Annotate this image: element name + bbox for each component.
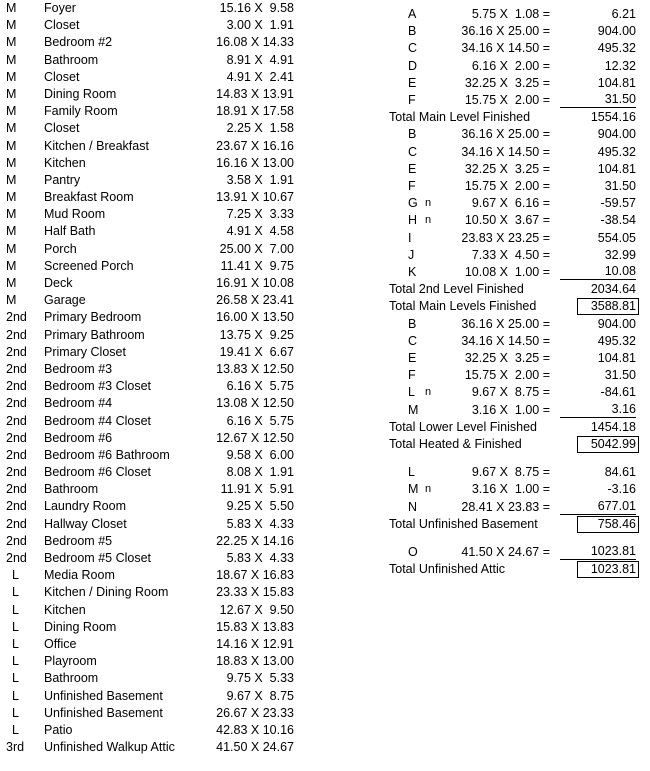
room-dimensions: 13.75 X 9.25 [219, 327, 294, 342]
total-label: Total Unfinished Basement [389, 516, 538, 531]
calc-row [0, 264, 650, 281]
total-row [0, 298, 650, 315]
room-name: Family Room [44, 104, 118, 119]
total-amount: 5042.99 [577, 436, 639, 453]
room-level: M [6, 258, 17, 273]
room-dimensions: 12.67 X 9.50 [219, 602, 294, 617]
room-level: 2nd [6, 379, 27, 394]
calc-amount: -84.61 [600, 385, 636, 400]
calc-row [0, 92, 650, 109]
room-level: M [6, 172, 17, 187]
calc-code: C [408, 144, 418, 159]
room-level: L [12, 568, 19, 583]
room-name: Kitchen / Breakfast [44, 138, 149, 153]
room-level: 3rd [6, 740, 25, 755]
calc-dimensions: 3.16 X 1.00 = [471, 482, 550, 497]
calc-amount: 904.00 [597, 127, 636, 142]
calc-row [0, 384, 650, 401]
calc-amount: 495.32 [597, 333, 636, 348]
calc-dimensions: 34.16 X 14.50 = [461, 144, 550, 159]
room-name: Bedroom #4 [44, 396, 113, 411]
calc-code: N [408, 499, 418, 514]
room-row [0, 688, 320, 705]
room-dimensions: 9.75 X 5.33 [226, 671, 294, 686]
room-dimensions: 3.00 X 1.91 [226, 18, 294, 33]
calc-dimensions: 5.75 X 1.08 = [471, 7, 550, 21]
calc-code: E [408, 351, 417, 365]
total-label: Total Heated & Finished [389, 437, 522, 451]
calc-row [0, 23, 650, 40]
room-dimensions: 6.16 X 5.75 [226, 413, 294, 428]
room-level: L [12, 602, 19, 617]
calc-amount: 104.81 [597, 161, 636, 176]
room-dimensions: 22.25 X 14.16 [216, 533, 294, 548]
calc-code: K [408, 265, 417, 279]
calc-code: G [408, 196, 418, 211]
room-name: Primary Bathroom [44, 327, 145, 342]
room-dimensions: 13.08 X 12.50 [216, 396, 294, 411]
calc-code: C [408, 333, 418, 348]
room-name: Bedroom #6 [44, 430, 113, 445]
calc-row [0, 144, 650, 161]
calc-row [0, 544, 650, 561]
total-amount: 3588.81 [577, 298, 639, 315]
calc-row [0, 367, 650, 384]
room-dimensions: 3.58 X 1.91 [226, 172, 294, 187]
total-row [0, 561, 650, 578]
room-row [0, 602, 320, 619]
room-level: 2nd [6, 551, 27, 565]
calc-amount: 104.81 [597, 351, 636, 365]
calc-row [0, 195, 650, 212]
room-name: Bedroom #2 [44, 35, 113, 50]
calc-code: F [408, 179, 416, 193]
room-dimensions: 16.00 X 13.50 [216, 310, 294, 325]
room-level: L [12, 585, 19, 600]
room-dimensions: 13.91 X 10.67 [216, 190, 294, 205]
room-dimensions: 15.83 X 13.83 [216, 619, 294, 634]
calc-amount: 31.50 [560, 92, 636, 108]
calc-code: F [408, 93, 416, 107]
negative-mark: n [425, 214, 432, 227]
calc-row [0, 126, 650, 143]
calc-dimensions: 34.16 X 14.50 = [461, 333, 550, 348]
calc-dimensions: 9.67 X 8.75 = [471, 465, 550, 480]
calc-dimensions: 32.25 X 3.25 = [464, 161, 550, 176]
room-level: L [12, 636, 19, 651]
calc-amount: 104.81 [597, 75, 636, 90]
room-dimensions: 4.91 X 2.41 [226, 69, 294, 84]
room-name: Bedroom #5 [44, 533, 113, 548]
room-dimensions: 14.83 X 13.91 [216, 86, 294, 101]
calc-amount: -59.57 [600, 196, 636, 211]
room-name: Bathroom [44, 671, 99, 686]
total-label: Total Lower Level Finished [389, 419, 537, 434]
room-name: Porch [44, 241, 77, 256]
room-row [0, 619, 320, 636]
room-dimensions: 2.25 X 1.58 [226, 121, 294, 136]
calc-dimensions: 23.83 X 23.25 = [461, 230, 550, 245]
negative-mark: n [425, 483, 432, 496]
room-row [0, 636, 320, 653]
room-level: L [12, 688, 19, 703]
room-dimensions: 41.50 X 24.67 [216, 740, 294, 755]
calc-row [0, 230, 650, 247]
room-name: Closet [44, 121, 80, 136]
room-level: M [6, 241, 17, 256]
room-level: M [6, 18, 17, 33]
calc-row [0, 6, 650, 23]
room-level: M [6, 207, 17, 222]
calc-row [0, 350, 650, 367]
room-dimensions: 16.16 X 13.00 [216, 155, 294, 170]
room-dimensions: 18.83 X 13.00 [216, 654, 294, 669]
calc-amount: 3.16 [560, 402, 636, 418]
calc-row [0, 212, 650, 229]
calc-row [0, 247, 650, 264]
calc-dimensions: 10.50 X 3.67 = [464, 213, 550, 228]
total-amount: 1554.16 [590, 110, 636, 125]
calc-row [0, 499, 650, 516]
room-name: Bedroom #6 Closet [44, 465, 152, 480]
room-name: Mud Room [44, 207, 106, 222]
calc-code: A [408, 7, 417, 21]
room-level: M [6, 138, 17, 153]
room-dimensions: 11.91 X 5.91 [220, 482, 294, 497]
room-name: Primary Bedroom [44, 310, 142, 325]
room-level: 2nd [6, 516, 27, 531]
room-dimensions: 15.16 X 9.58 [219, 1, 294, 15]
calc-dimensions: 7.33 X 4.50 = [471, 247, 550, 262]
calc-code: B [408, 127, 417, 142]
calc-row [0, 75, 650, 92]
calc-amount: 677.01 [560, 499, 636, 515]
room-dimensions: 6.16 X 5.75 [226, 379, 294, 394]
calc-amount: -3.16 [607, 482, 636, 497]
room-name: Half Bath [44, 224, 96, 239]
room-dimensions: 4.91 X 4.58 [226, 224, 294, 239]
calc-code: M [408, 402, 419, 417]
total-label: Total 2nd Level Finished [389, 282, 524, 297]
room-level: 2nd [6, 533, 27, 548]
room-dimensions: 9.67 X 8.75 [226, 688, 294, 703]
room-level: 2nd [6, 430, 27, 445]
calc-code: E [408, 75, 417, 90]
calc-row [0, 161, 650, 178]
room-row [0, 653, 320, 670]
room-name: Kitchen [44, 602, 86, 617]
room-dimensions: 5.83 X 4.33 [226, 516, 294, 531]
room-name: Unfinished Basement [44, 688, 163, 703]
calc-row [0, 464, 650, 481]
calc-amount: 904.00 [597, 316, 636, 331]
calc-code: E [408, 161, 417, 176]
calc-amount: 31.50 [604, 368, 636, 383]
room-level: M [6, 69, 17, 84]
room-level: 2nd [6, 310, 27, 325]
room-dimensions: 23.33 X 15.83 [216, 585, 294, 600]
calc-row [0, 178, 650, 195]
room-level: 2nd [6, 413, 27, 428]
calc-dimensions: 10.08 X 1.00 = [464, 265, 550, 279]
room-name: Office [44, 636, 77, 651]
total-row [0, 436, 650, 453]
room-dimensions: 16.08 X 14.33 [216, 35, 294, 50]
room-level: M [6, 155, 17, 170]
room-level: 2nd [6, 327, 27, 342]
room-name: Foyer [44, 1, 76, 15]
calc-code: H [408, 213, 418, 228]
calc-dimensions: 9.67 X 8.75 = [471, 385, 550, 400]
room-level: L [12, 619, 19, 634]
room-row [0, 722, 320, 739]
room-dimensions: 26.67 X 23.33 [216, 705, 294, 720]
total-amount: 2034.64 [590, 282, 636, 297]
room-name: Dining Room [44, 86, 117, 101]
calc-amount: 32.99 [604, 247, 636, 262]
calc-dimensions: 28.41 X 23.83 = [461, 499, 550, 514]
room-level: L [12, 722, 19, 737]
calc-amount: 1023.81 [560, 544, 636, 560]
calc-amount: 31.50 [604, 179, 636, 193]
calc-row [0, 333, 650, 350]
room-dimensions: 18.91 X 17.58 [216, 104, 294, 119]
room-name: Bedroom #5 Closet [44, 551, 152, 565]
room-name: Kitchen / Dining Room [44, 585, 169, 600]
calc-amount: 84.61 [604, 465, 636, 480]
calc-dimensions: 36.16 X 25.00 = [461, 24, 550, 39]
calc-code: O [408, 545, 418, 559]
total-row [0, 516, 650, 533]
room-level: 2nd [6, 482, 27, 497]
negative-mark: n [425, 386, 432, 399]
room-dimensions: 25.00 X 7.00 [219, 241, 294, 256]
calc-amount: 495.32 [597, 41, 636, 56]
calc-code: I [408, 230, 412, 245]
room-level: L [12, 705, 19, 720]
calc-code: C [408, 41, 418, 56]
total-label: Total Main Levels Finished [389, 299, 537, 314]
total-amount: 1454.18 [590, 419, 636, 434]
calc-amount: 6.21 [611, 7, 636, 21]
room-dimensions: 9.58 X 6.00 [226, 447, 294, 462]
calc-dimensions: 6.16 X 2.00 = [471, 58, 550, 73]
calc-code: M [408, 482, 419, 497]
calc-code: D [408, 58, 418, 73]
room-name: Dining Room [44, 619, 117, 634]
room-name: Garage [44, 293, 86, 308]
room-name: Playroom [44, 654, 97, 669]
room-level: 2nd [6, 465, 27, 480]
room-level: M [6, 224, 17, 239]
calc-amount: 12.32 [604, 58, 636, 73]
room-row [0, 670, 320, 687]
room-name: Bathroom [44, 52, 99, 67]
room-level: M [6, 121, 17, 136]
calc-row [0, 316, 650, 333]
room-level: M [6, 86, 17, 101]
room-name: Media Room [44, 568, 115, 583]
room-name: Closet [44, 18, 80, 33]
room-name: Breakfast Room [44, 190, 134, 205]
room-level: 2nd [6, 396, 27, 411]
room-level: M [6, 276, 17, 290]
room-level: L [12, 654, 19, 669]
room-name: Deck [44, 276, 73, 290]
calc-dimensions: 36.16 X 25.00 = [461, 316, 550, 331]
calc-row [0, 58, 650, 75]
room-level: M [6, 52, 17, 67]
room-dimensions: 11.41 X 9.75 [220, 258, 294, 273]
room-dimensions: 26.58 X 23.41 [216, 293, 294, 308]
room-level: 2nd [6, 361, 27, 376]
room-name: Unfinished Walkup Attic [44, 740, 175, 755]
room-dimensions: 13.83 X 12.50 [216, 361, 294, 376]
total-label: Total Unfinished Attic [389, 562, 506, 577]
room-name: Hallway Closet [44, 516, 127, 531]
total-row [0, 109, 650, 126]
room-name: Bedroom #4 Closet [44, 413, 152, 428]
calc-dimensions: 15.75 X 2.00 = [464, 93, 550, 107]
room-level: 2nd [6, 344, 27, 359]
total-row [0, 419, 650, 436]
room-name: Primary Closet [44, 344, 126, 359]
room-row [0, 584, 320, 601]
total-amount: 758.46 [577, 516, 639, 533]
room-name: Bedroom #3 [44, 361, 113, 376]
room-level: L [12, 671, 19, 686]
calc-amount: 495.32 [597, 144, 636, 159]
room-name: Patio [44, 722, 73, 737]
total-label: Total Main Level Finished [389, 110, 531, 125]
room-name: Pantry [44, 172, 81, 187]
room-level: 2nd [6, 447, 27, 462]
room-dimensions: 12.67 X 12.50 [216, 430, 294, 445]
calc-amount: -38.54 [600, 213, 636, 228]
calc-dimensions: 9.67 X 6.16 = [471, 196, 550, 211]
room-name: Bedroom #3 Closet [44, 379, 152, 394]
room-dimensions: 14.16 X 12.91 [216, 636, 294, 651]
room-dimensions: 19.41 X 6.67 [219, 344, 294, 359]
room-level: M [6, 1, 17, 15]
room-level: M [6, 190, 17, 205]
calc-dimensions: 32.25 X 3.25 = [464, 75, 550, 90]
room-name: Bathroom [44, 482, 99, 497]
room-level: M [6, 104, 17, 119]
calc-code: B [408, 316, 417, 331]
room-dimensions: 8.08 X 1.91 [226, 465, 294, 480]
room-level: M [6, 35, 17, 50]
room-level: M [6, 293, 17, 308]
calc-amount: 10.08 [560, 264, 636, 280]
calc-row [0, 40, 650, 57]
room-name: Laundry Room [44, 499, 126, 514]
room-name: Unfinished Basement [44, 705, 163, 720]
room-dimensions: 7.25 X 3.33 [226, 207, 294, 222]
calc-code: L [408, 465, 415, 480]
room-dimensions: 23.67 X 16.16 [216, 138, 294, 153]
total-row [0, 281, 650, 298]
calc-dimensions: 32.25 X 3.25 = [464, 351, 550, 365]
room-row [0, 705, 320, 722]
room-dimensions: 5.83 X 4.33 [226, 551, 294, 565]
calc-code: B [408, 24, 417, 39]
calc-amount: 904.00 [597, 24, 636, 39]
room-name: Screened Porch [44, 258, 134, 273]
room-name: Bedroom #6 Bathroom [44, 447, 170, 462]
room-row [0, 739, 320, 756]
room-dimensions: 16.91 X 10.08 [216, 276, 294, 290]
calc-code: J [408, 247, 415, 262]
room-name: Kitchen [44, 155, 86, 170]
calc-row [0, 481, 650, 498]
calc-dimensions: 3.16 X 1.00 = [471, 402, 550, 417]
room-dimensions: 18.67 X 16.83 [216, 568, 294, 583]
calc-row [0, 402, 650, 419]
total-amount: 1023.81 [577, 561, 639, 578]
room-dimensions: 8.91 X 4.91 [226, 52, 294, 67]
calc-dimensions: 15.75 X 2.00 = [464, 368, 550, 383]
room-dimensions: 42.83 X 10.16 [216, 722, 294, 737]
room-dimensions: 9.25 X 5.50 [226, 499, 294, 514]
calc-dimensions: 34.16 X 14.50 = [461, 41, 550, 56]
calc-dimensions: 41.50 X 24.67 = [461, 545, 550, 559]
calc-code: L [408, 385, 415, 400]
negative-mark: n [425, 197, 432, 210]
calc-code: F [408, 368, 416, 383]
calc-amount: 554.05 [597, 230, 636, 245]
room-name: Closet [44, 69, 80, 84]
calc-dimensions: 36.16 X 25.00 = [461, 127, 550, 142]
calc-dimensions: 15.75 X 2.00 = [464, 179, 550, 193]
room-level: 2nd [6, 499, 27, 514]
